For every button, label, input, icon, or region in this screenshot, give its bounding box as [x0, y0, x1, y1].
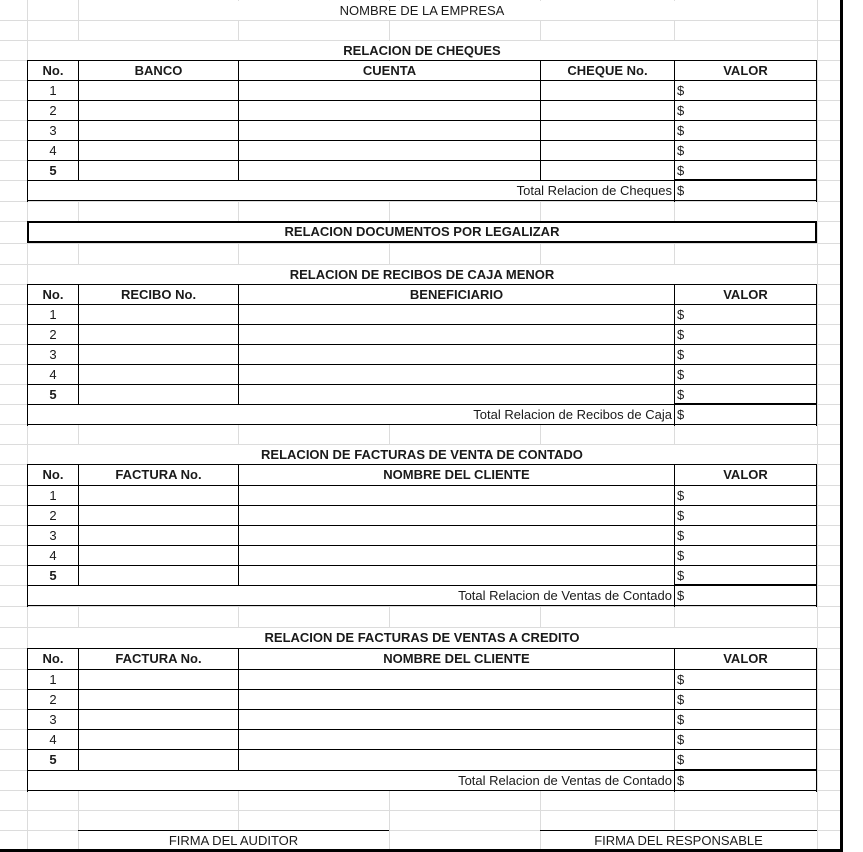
total-label: Total Relacion de Cheques [27, 181, 674, 202]
table-row[interactable] [27, 505, 817, 525]
row-number: 5 [27, 385, 78, 405]
valor-cell[interactable]: $ [674, 526, 817, 546]
nombre-cliente-cell[interactable] [238, 750, 674, 771]
valor-cell[interactable]: $ [674, 566, 817, 586]
nombre-cliente-cell[interactable] [238, 546, 674, 566]
row-number: 4 [27, 365, 78, 385]
row-number: 2 [27, 101, 78, 121]
credito-section-title: RELACION DE FACTURAS DE VENTAS A CREDITO [264, 630, 580, 645]
valor-cell[interactable]: $ [674, 546, 817, 566]
valor-cell[interactable]: $ [674, 486, 817, 506]
cuenta-cell[interactable] [238, 101, 540, 121]
cheques-header-row [27, 60, 817, 80]
table-row[interactable] [27, 304, 817, 324]
header-valor: VALOR [674, 649, 817, 670]
table-row[interactable] [27, 140, 817, 160]
factura-no-cell[interactable] [78, 526, 238, 546]
row-number: 5 [27, 161, 78, 181]
responsable-signature-label: FIRMA DEL RESPONSABLE [594, 833, 763, 848]
recibo-no-cell[interactable] [78, 305, 238, 325]
nombre-cliente-cell[interactable] [238, 710, 674, 730]
header-valor: VALOR [674, 61, 817, 81]
beneficiario-cell[interactable] [238, 365, 674, 385]
cheques-table [27, 60, 817, 201]
valor-cell[interactable]: $ [674, 81, 817, 101]
row-number: 4 [27, 730, 78, 750]
factura-no-cell[interactable] [78, 670, 238, 690]
valor-cell[interactable]: $ [674, 670, 817, 690]
row-number: 5 [27, 566, 78, 586]
cheque-no-cell[interactable] [540, 101, 674, 121]
valor-cell[interactable]: $ [674, 506, 817, 526]
row-number: 1 [27, 486, 78, 506]
header-recibo-no: RECIBO No. [78, 285, 238, 305]
beneficiario-cell[interactable] [238, 325, 674, 345]
total-separator [674, 403, 817, 405]
table-row[interactable] [27, 525, 817, 545]
contado-section-title: RELACION DE FACTURAS DE VENTA DE CONTADO [261, 447, 583, 462]
nombre-cliente-cell[interactable] [238, 690, 674, 710]
header-no: No. [27, 61, 78, 81]
table-row[interactable] [27, 485, 817, 505]
header-no: No. [27, 465, 78, 486]
table-row[interactable] [27, 545, 817, 565]
contado-header-row [27, 464, 817, 485]
total-label: Total Relacion de Ventas de Contado [27, 586, 674, 607]
row-number: 2 [27, 690, 78, 710]
gridline [0, 810, 841, 811]
header-banco: BANCO [78, 61, 238, 81]
valor-cell[interactable]: $ [674, 710, 817, 730]
total-value[interactable]: $ [674, 586, 817, 607]
beneficiario-cell[interactable] [238, 385, 674, 405]
recibos-header-row [27, 284, 817, 304]
nombre-cliente-cell[interactable] [238, 670, 674, 690]
table-border [27, 790, 817, 791]
row-number: 1 [27, 305, 78, 325]
table-row[interactable] [27, 80, 817, 100]
factura-no-cell[interactable] [78, 710, 238, 730]
beneficiario-cell[interactable] [238, 345, 674, 365]
table-border [27, 605, 817, 606]
banco-cell[interactable] [78, 101, 238, 121]
factura-no-cell[interactable] [78, 546, 238, 566]
total-value[interactable]: $ [674, 405, 817, 426]
valor-cell[interactable]: $ [674, 345, 817, 365]
valor-cell[interactable]: $ [674, 690, 817, 710]
row-number: 1 [27, 670, 78, 690]
table-row[interactable] [27, 709, 817, 729]
valor-cell[interactable]: $ [674, 101, 817, 121]
banco-cell[interactable] [78, 161, 238, 181]
valor-cell[interactable]: $ [674, 385, 817, 405]
total-value[interactable]: $ [674, 771, 817, 792]
header-no: No. [27, 649, 78, 670]
total-row [27, 404, 817, 425]
table-row[interactable] [27, 364, 817, 384]
row-number: 1 [27, 81, 78, 101]
factura-no-cell[interactable] [78, 730, 238, 750]
header-valor: VALOR [674, 285, 817, 305]
total-separator [674, 584, 817, 586]
nombre-cliente-cell[interactable] [238, 730, 674, 750]
beneficiario-cell[interactable] [238, 305, 674, 325]
cheque-no-cell[interactable] [540, 121, 674, 141]
gridline [817, 0, 818, 850]
recibo-no-cell[interactable] [78, 385, 238, 405]
auditor-signature-label: FIRMA DEL AUDITOR [168, 833, 299, 848]
print-area-border-right [840, 0, 843, 852]
valor-cell[interactable]: $ [674, 750, 817, 771]
header-factura-no: FACTURA No. [78, 465, 238, 486]
table-row[interactable] [27, 344, 817, 364]
contado-table [27, 464, 817, 606]
header-factura-no: FACTURA No. [78, 649, 238, 670]
row-number: 3 [27, 121, 78, 141]
table-border [27, 200, 817, 201]
cheque-no-cell[interactable] [540, 141, 674, 161]
valor-cell[interactable]: $ [674, 141, 817, 161]
valor-cell[interactable]: $ [674, 325, 817, 345]
documentos-section-header: RELACION DOCUMENTOS POR LEGALIZAR [27, 221, 817, 243]
factura-no-cell[interactable] [78, 486, 238, 506]
valor-cell[interactable]: $ [674, 161, 817, 181]
nombre-cliente-cell[interactable] [238, 486, 674, 506]
total-row [27, 180, 817, 201]
valor-cell[interactable]: $ [674, 121, 817, 141]
table-row[interactable] [27, 100, 817, 120]
credito-header-row [27, 648, 817, 669]
cuenta-cell[interactable] [238, 121, 540, 141]
row-number: 3 [27, 345, 78, 365]
row-number: 5 [27, 750, 78, 771]
recibos-table [27, 284, 817, 425]
row-number: 2 [27, 506, 78, 526]
company-name-title[interactable]: NOMBRE DE LA EMPRESA [339, 3, 505, 18]
table-border [27, 424, 817, 425]
header-nombre-cliente: NOMBRE DEL CLIENTE [238, 649, 674, 670]
total-separator [674, 179, 817, 181]
cheque-no-cell[interactable] [540, 161, 674, 181]
factura-no-cell[interactable] [78, 750, 238, 771]
valor-cell[interactable]: $ [674, 730, 817, 750]
recibo-no-cell[interactable] [78, 365, 238, 385]
banco-cell[interactable] [78, 81, 238, 101]
gridline [0, 243, 841, 244]
factura-no-cell[interactable] [78, 566, 238, 586]
cuenta-cell[interactable] [238, 161, 540, 181]
row-number: 4 [27, 546, 78, 566]
nombre-cliente-cell[interactable] [238, 566, 674, 586]
nombre-cliente-cell[interactable] [238, 526, 674, 546]
factura-no-cell[interactable] [78, 506, 238, 526]
header-valor: VALOR [674, 465, 817, 486]
table-row[interactable] [27, 120, 817, 140]
total-label: Total Relacion de Ventas de Contado [27, 771, 674, 792]
header-nombre-cliente: NOMBRE DEL CLIENTE [238, 465, 674, 486]
total-label: Total Relacion de Recibos de Caja [27, 405, 674, 426]
factura-no-cell[interactable] [78, 690, 238, 710]
header-beneficiario: BENEFICIARIO [238, 285, 674, 305]
row-number: 3 [27, 526, 78, 546]
banco-cell[interactable] [78, 121, 238, 141]
recibo-no-cell[interactable] [78, 345, 238, 365]
table-row[interactable] [27, 669, 817, 689]
total-row [27, 585, 817, 606]
recibo-no-cell[interactable] [78, 325, 238, 345]
cheques-section-title: RELACION DE CHEQUES [343, 43, 501, 58]
table-row[interactable] [27, 749, 817, 770]
nombre-cliente-cell[interactable] [238, 506, 674, 526]
table-row[interactable] [27, 384, 817, 404]
total-row [27, 770, 817, 791]
cheque-no-cell[interactable] [540, 81, 674, 101]
credito-table [27, 648, 817, 791]
valor-cell[interactable]: $ [674, 365, 817, 385]
table-row[interactable] [27, 729, 817, 749]
row-number: 2 [27, 325, 78, 345]
header-no: No. [27, 285, 78, 305]
header-cheque-no: CHEQUE No. [540, 61, 674, 81]
cuenta-cell[interactable] [238, 81, 540, 101]
table-row[interactable] [27, 565, 817, 585]
banco-cell[interactable] [78, 141, 238, 161]
table-row[interactable] [27, 324, 817, 344]
valor-cell[interactable]: $ [674, 305, 817, 325]
row-number: 4 [27, 141, 78, 161]
table-row[interactable] [27, 689, 817, 709]
total-value[interactable]: $ [674, 181, 817, 202]
recibos-section-title: RELACION DE RECIBOS DE CAJA MENOR [289, 267, 555, 282]
table-row[interactable] [27, 160, 817, 180]
cuenta-cell[interactable] [238, 141, 540, 161]
row-number: 3 [27, 710, 78, 730]
total-separator [674, 769, 817, 771]
header-cuenta: CUENTA [238, 61, 540, 81]
